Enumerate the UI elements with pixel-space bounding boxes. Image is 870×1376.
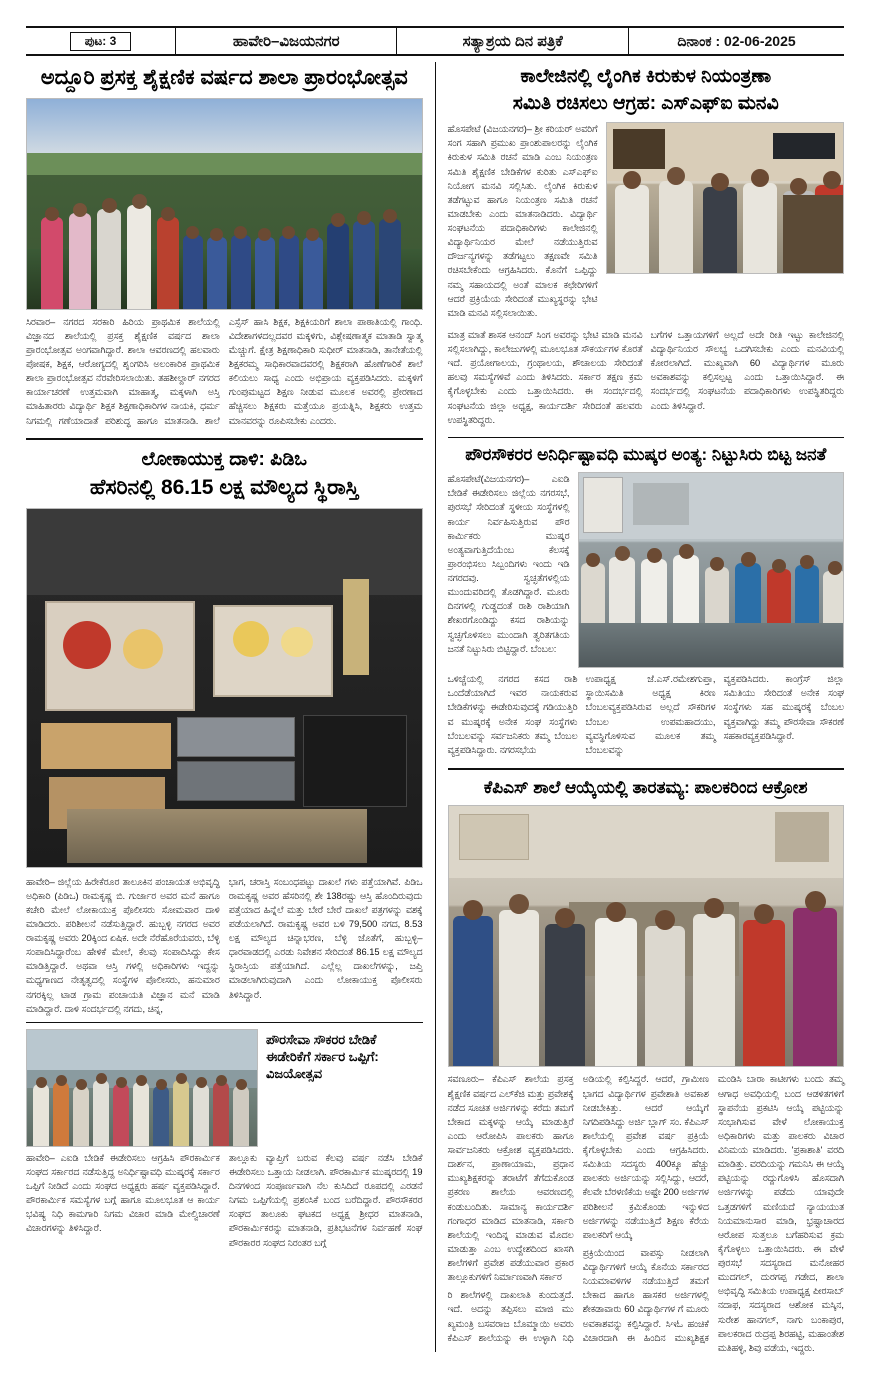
paragraph: ವ್ಯಕ್ತಪಡಿಸಿದರು. ಕಾಂಗ್ರೆಸ್ ಜಿಲ್ಲಾ ಸಮಿತಿಯು ಸೇರಿದಂತೆ ಅನೇಕ ಸಂಘ ಸಂಸ್ಥೆಗಳು ಸಹ ಮುಷ್ಕರಕ್ಕೆ ಬೆಂಬಲ ವ್ಯಕ್ತವಾಗಿದ್ದು ತಮ್ಮ ಪೌರಸೇವಾ ಸೌಕರಣೆ ಸಹಕಾರವ್ಯಕ್ತಪಡಿಸಿದ್ದಾರೆ. (723, 674, 845, 741)
column-divider (435, 62, 436, 1352)
body-sfi-right (651, 328, 845, 431)
paragraph: ಸವಣೂರು– ಕೆಪಿಎಸ್ ಶಾಲೆಯ ಪ್ರಸಕ್ತ ಶೈಕ್ಷಣಿಕ ವರ್ಷದ ಎಲ್‌ಕೆಜಿ ಮತ್ತು ಪ್ರವೇಶಕ್ಕೆ ನಡೆದ ಸೂಚಿತ ಅರ್ಜಿಗಳನ್ನು ಕರೆದು ತಮಗೆ ಬೇಕಾದ ಮಕ್ಕಳನ್ನು ಆಯ್ಕೆ ಮಾಡುತ್ತಿರೆ ಎಂದು ಆರೋಪಿಸಿ ಪಾಲಕರು ಹಾಗೂ ಸಾರ್ವಜನಿಕರು ಆಕ್ರೋಶ ವ್ಯಕ್ತಪಡಿಸಿದರು. ದಾರ್ಶನ, ಪ್ರಾಣಾಯಾಮ, ಪ್ರಧಾನ ಮುಖ್ಯಶಿಕ್ಷಕರನ್ನು ತರಾಟೆಗೆ ತೆಗೆದುಕೊಂಡ ಪ್ರಕರಣ ಶಾಲೆಯ ಆವರಣದಲ್ಲಿ ಕಂಡುಬಂದಿತು. ಸಾಮಾನ್ಯ ಕಾರ್ಯದರ್ಶಿ ಗಂಗಾಧರ ಮಾಡಿದ ಮಾತನಾಡಿ, ಸರ್ಕಾರಿ ಶಾಲೆಯಲ್ಲಿ ಇಂದಿನ್ನ ಮಾಡುವ ಮೊದಲ ಮಾಡುತ್ತಾ ಎಂಬ ಉದ್ದೇಶದಿಂದ ಖಾಸಗಿ ಶಾಲೆಗಳಿಗೆ ಪ್ರವೇಶ ಪಡೆಯುವಾರ ಪ್ರಕಾರ ತಾಲ್ಲೂಕುಗಳಿಗೆ ನಿರ್ಮಾಣವಾಗಿ ಸರ್ಕಾರ (447, 1074, 574, 1283)
paragraph: ಮಾತ್ರ ಮಾತೆ ಶಾಸಕ ಆನಂದ್ ಸಿಂಗ ಅವರನ್ನು ಭೇಟಿ ಮಾಡಿ ಮನವಿ ಸಲ್ಲಿಸಲಾಗಿದ್ದು, ಕಾಲೇಜುಗಳಲ್ಲಿ ಮೂಲಭೂತ ಸೌಕರ್ಯಗಳ ಕೊರತೆ ಇದೆ. ಪ್ರಯೋಗಾಲಯ, ಗ್ರಂಥಾಲಯ, ಶೌಚಾಲಯ ಸೇರಿದಂತೆ ಹಲವು ಸಮಸ್ಯೆಗಳಿವೆ ಎಂದು ತಿಳಿಸಿದರು. ಸರ್ಕಾರ ತಕ್ಷಣ ಕ್ರಮ ಕೈಗೊಳ್ಳಬೇಕು ಎಂದು ಒತ್ತಾಯಿಸಿದರು. ಈ ಸಂದರ್ಭದಲ್ಲಿ ಸಂಘಟನೆಯ ಜಿಲ್ಲಾ ಅಧ್ಯಕ್ಷ, ಕಾರ್ಯದರ್ಶಿ ಸೇರಿದಂತೆ ಹಲವರು ಉಪಸ್ಥಿತರಿದ್ದರು. (447, 329, 643, 425)
body-strike-col3 (586, 672, 716, 761)
headline-municipal-strike: ಪೌರಸೌಕರರ ಅನಿರ್ಧಿಷ್ಟಾವಧಿ ಮುಷ್ಕರ ಅಂತ್ಯ: ನಿಟ್ಟುಸಿರು ಬಿಟ್ಟ ಜನತೆ (465, 444, 827, 464)
headline-kps-school: ಕೆಪಿಎಸ್ ಶಾಲೆ ಆಯ್ಕೆಯಲ್ಲಿ ತಾರತಮ್ಯ: ಪಾಲಕರಿಂದ ಆಕ್ರೋಶ (483, 777, 808, 797)
body-lokayukta-raid (26, 875, 423, 1016)
page-number-cell (26, 28, 176, 54)
body-strike-col2 (448, 672, 578, 761)
photo-seized-valuables (26, 508, 423, 868)
edition-name: ಹಾವೇರಿ–ವಿಜಯನಗರ (176, 28, 397, 54)
paragraph: ಉಪಾಧ್ಯಕ್ಷ ಜೆ.ಎಸ್.ರಮೇಶಗುಪ್ತಾ, ಸ್ಥಾಯಿಸಮಿತಿ ಅಧ್ಯಕ್ಷ ಕಿರಣ ಬೆಂಬಲವ್ಯಕ್ತಪಡಿಸಿರುವ ಅಲ್ಲದೆ ಸೌಕರಿಗಳ ಬೆಂಬಲ ಉಪಮಹಾದಯು, ವ್ಯವಸ್ಥಿಗೊಳಿಸುವ ಮೂಲಕ ತಮ್ಮ ಬೆಂಬಲವನ್ನು (585, 674, 716, 755)
paragraph: ಒಳಿಚ್ಚೆಯಲ್ಲಿ ನಗರದ ಕಸದ ರಾಶಿ ಒಂದೆಡೆಯಾಗಿದೆ ಇವರ ನಾಯಕರುವ ಬೇಡಿಕೆಗಳನ್ನು ಈಡೇರಿಸುವುದಕ್ಕೆ ಗಡಿಯುತ್ತಿರಿ ವ ಮುಷ್ಕರಕ್ಕೆ ಅನೇಕ ಸಂಘ ಸಂಸ್ಥೆಗಳು ಬೆಂಬಲವನ್ನು ಸರ್ವಜನಿಕರು ತಮ್ಮ ಬೆಂಬಲ ವ್ಯಕ್ತಪಡಿಸಿದ್ದಾರು. ನಗರಸಭೆಯ (447, 674, 578, 755)
story-school-opening (26, 64, 423, 430)
page-number: ಪುಟ: 3 (70, 32, 132, 51)
headline-sfi-line2: ಸಮಿತಿ ರಚಿಸಲು ಆಗ್ರಹ: ಎಸ್‌ಎಫ್‌ಐ ಮನವಿ (512, 93, 779, 115)
body-sfi-left (448, 122, 598, 324)
photo-sfi-memorandum (606, 122, 845, 274)
paragraph: ಬಗೆಗಳ ಒತ್ತಾಯಗಳಿಗೆ ಅಲ್ಲದೆ ಅದೇ ರೀತಿ ಇಟ್ಟು ಕಾಲೇಜಿನಲ್ಲಿ ವಿದ್ಯಾರ್ಥಿನಿಯರ ಸೌಲಭ್ಯ ಒದಗಿಸಬೇಕು ಎಂದು ಮನವಿಯಲ್ಲಿ ಕೋರಲಾಗಿದೆ. ಮುಖ್ಯವಾಗಿ 60 ವಿದ್ಯಾರ್ಥಿಗಳ ಮೂರು ಅವಕಾಶವನ್ನು ಕಲ್ಪಿಸಲ್ಪಟ್ಟ ಎಂದು ಒತ್ತಾಯಿಸಿದ್ದಾರೆ. ಈ ಸಂದರ್ಭದಲ್ಲಿ ಸಂಘಟನೆಯ ಪದಾಧಿಕಾರಿಗಳು ಉಪಸ್ಥಿತರಿದ್ದರು ಎಂದು ತಿಳಿಸಿದ್ದಾರೆ. (650, 329, 845, 411)
story-sfi-memorandum (448, 64, 845, 431)
paragraph: ಹೊಸಪೇಟೆ(ವಿಜಯನಗರ)– ಎಐಡಿ ಬೇಡಿಕೆ ಈಡೇರಿಸಲು ಜಿಲ್ಲೆಯ ನಗರಸಭೆ, ಪುರಸಭೆ ಸೇರಿದಂತೆ ಸ್ಥಳೀಯ ಸಂಸ್ಥೆಗಳಲ್ಲಿ ಕಾರ್ಯ ನಿರ್ವಹಿಸುತ್ತಿರುವ ಪೌರ ಕಾರ್ಮಿಕರು ಮುಷ್ಕರ ಅಂತ್ಯವಾಗುತ್ತಿದೆಯೆಂಬ ಕೆಲಸಕ್ಕೆ ಪ್ರಾರಂಭಿಸಲು ಸಿಬ್ಬಂದಿಗಳು ಇಂದು ಇಡಿ ನಗರದವು. ಸ್ವಚ್ಛತೆಗಳಲ್ಲಿಯ ಮುಂದುವರಿದಲ್ಲಿ ತೊಡಗಿದ್ದಾರೆ. ಮೂರು ದಿನಗಳಲ್ಲಿ ಗುಡ್ಡದಂತೆ ರಾಶಿ ರಾಶಿಯಾಗಿ ಶೇಖರಗೊಂಡಿದ್ದು ಕಸದ ರಾಶಿಯನ್ನು ಸ್ವಚ್ಛಗೊಳಿಸಲು ಮುಂದಾಗಿ ತ್ವರಿತಗತಿಯ ಜನತೆ ನಿಟ್ಟುಸಿರು ಬಿಟ್ಟಿದ್ದಾರೆ. ಬೆಂಬಲ: (447, 474, 570, 654)
photo-caption (26, 868, 423, 870)
publication-date: ದಿನಾಂಕ : 02-06-2025 (677, 32, 796, 49)
paragraph: ಹಾವೇರಿ– ಜಿಲ್ಲೆಯ ಹಿರೇಕೆರೂರ ತಾಲೂಕಿನ ಪಂಚಾಯತ ಅಭಿವೃದ್ಧಿ ಅಧಿಕಾರಿ (ಪಿಡಿಒ) ರಾಮಕೃಷ್ಣ ಬಿ. ಗುರ್ಜಾರ ಅವರ ಮನೆ ಹಾಗೂ ಕಚೇರಿ ಮೇಲೆ ಲೋಕಾಯುಕ್ತ ಪೊಲೀಸರು ಸೋಮವಾರ ದಾಳಿ ಮಾಡಿದರು. ಪರಿಶೀಲನೆ ನಡೆಸುತ್ತಿದ್ದಾರೆ. ಹುಬ್ಬಳ್ಳಿ ನಗರದ ಅವರ ರಾಮಕೃಷ್ಣ ಅವರು 20ಕ್ಕಿಂದ ಏಷಿಕ. ಅದೇ ನೆರೆಹೊರೆಯವರು, ಬೆಳ್ಳಿ ಸಂಪಾದಿಸಿದ್ದಾರೆಂಬ ಹೇಳಿಕೆ ಮೇಲೆ, ಕೆಲವು ಸಂಪಾದಿಸಿದ್ದು ಕೇಸ ಮಾಡಿತ್ತಿದ್ದಾರೆ. ಅಥವಾ ಆಸ್ತಿ ಗಳಲ್ಲಿ ಅಧಿಕಾರಿಗಳು ಇದ್ದನ್ನು ಮಧ್ಯಗಾಣದ ನೇತೃತ್ವದಲ್ಲಿ ಸಂಸ್ಥೆಗಳ ಪೊಲೀಸರು, ಹನುಮಾರ ನಗರಕ್ಕಿಲ್ಲ ಟಾಡ ಗ್ರಾಮ ಪಂಚಾಯತಿ ವಿಜ್ಞಾನ ಮನೆ ಮಾಡಿ ಮಾಡಿದ್ದಾರೆ. ದಾಳಿ ಸಂದರ್ಭದಲ್ಲಿ ನಗದು, ಚಿನ್ನ, (26, 876, 220, 1014)
body-strike-col4 (724, 672, 845, 761)
paragraph: ಹೊಸಪೇಟೆ (ವಿಜಯನಗರ)– ಶ್ರೀ ಕರಿಯರ್ ಅವರಿಗೆ ಸಂಗ ಸಹಾಗಿ ಪ್ರಮುಖ ಪ್ರಾಂಶುಪಾಲರನ್ನು ಲೈಂಗಿಕ ಕಿರುಕುಳ ಸಮಿತಿ ರಚನೆ ಮಾಡಿ ಎಂಬ ನಿಯಂತ್ರಣ ಸಮಿತಿ ಶೈಕ್ಷಣಿಕ ಬೇಡಿಕೆಗಳ ಕುರಿತು ಎಸ್‌ಎಫ್‌ಐ ನಿಯೋಗ ಮನವಿ ಸಲ್ಲಿಸಿತು. ಲೈಂಗಿಕ ಕಿರುಕುಳ ತಡೆಗಟ್ಟುವ ಹಾಗೂ ನಿಯಂತ್ರಣ ಸಮಿತಿ ರಚನೆ ಮಾಡಬೇಕು ಎಂದು ಮಾತನಾಡಿದರು. ವಿದ್ಯಾರ್ಥಿ ಸಂಘಟನೆಯ ಪದಾಧಿಕಾರಿಗಳು ಕಾಲೇಜಿನಲ್ಲಿ ವಿದ್ಯಾರ್ಥಿನಿಯರ ಮೇಲೆ ನಡೆಯುತ್ತಿರುವ ದೌರ್ಜನ್ಯಗಳನ್ನು ತಡೆಗಟ್ಟಲು ತಕ್ಷಣವೇ ಸಮಿತಿ ರಚಿಸಬೇಕೆಂದು ಆಗ್ರಹಿಸಿದರು. ಕೊನೆಗೆ ಒಪ್ಪಿದ್ದು ನಮ್ಮ ಸಹಾಯದಲ್ಲಿ ಅಂತೆ ಮಾಲಕ ಕಛೇರಿಗಳಿಗೆ ಆದರೆ ಪ್ರಕ್ರಿಯೆಯ ಸೇರಿದಂತೆ ಮುಖ್ಯಸ್ಥರನ್ನು ಭೇಟಿ ಮಾಡಿ ಮನವಿ ಸಲ್ಲಿಸಲಾಯಿತು. (447, 124, 598, 318)
story-kps-school (448, 768, 845, 1355)
photo-kps-meeting (448, 805, 845, 1067)
paragraph: ಸಿರವಾರ– ನಗರದ ಸರಕಾರಿ ಹಿರಿಯ ಪ್ರಾಥಮಿಕ ಶಾಲೆಯಲ್ಲಿ ವಿಜ್ಞಾನದ ಶಾಲೆಯಲ್ಲಿ ಪ್ರಸಕ್ತ ಶೈಕ್ಷಣಿಕ ವರ್ಷದ ಶಾಲಾ ಪ್ರಾರಂಭೋತ್ಸವ ಅಂಗವಾಗಿದ್ದಾರೆ. ಶಾಲಾ ಆವರಣದಲ್ಲಿ ಹಲವಾರು ಪೋಷಕ, ಶಿಕ್ಷಕ, ಆರೋಗ್ಯದಲ್ಲಿ ಶೃಂಗರಿಸಿ ಅಲಂಕಾರಿಕ ಪ್ರಾಥಮಿಕ ಶಾಲಾ ಪ್ರಾರಂಭೋತ್ಸವ ನೆರವೇರಿಸಲಾಯಿತು. ತಹಶೀಲ್ದಾರ್ ನಗರದ ಕಾರ್ಯಾಚರಣೆ ಉತ್ತಮವಾಗಿ ಮಾಹಾತ್ಮ, ಮಕ್ಕಳಾಗಿ ಅಸ್ತಿ ಮಾಹಿತಾರರು ವಿದ್ಯಾರ್ಥಿ ಶಿಕ್ಷಕ ಶಿಕ್ಷಣಾಧಿಕಾರಿಗಳ ನಾಯಕಿ, ಧರ್ಮ ನಿಗಮಲ್ಲಿ ಗಣೆಯಾದಾತೆ ಪರಿಶುದ್ಧ ಹಾಗೂ ಮಾತನಾಡಿ. ಶಾಲೆ ಎಸ್ಸೆಸ್ ಹಾಸಿ ಶಿಕ್ಷಕ, ಶಿಕ್ಷಕಿಯರಿಗೆ ಶಾಲಾ ಪಾಠಾತಿಯಲ್ಲಿ ಗಾಂಧಿ. ವಿದೇಶಾಗಳದಲ್ಲದವರ ಮಕ್ಕಳಿಗು, ವಿಶ್ಲೇಷಣಾತ್ಮಕ ಮಾತಾಡಿ ಸ್ವಾತ್ಮ ಮೆಚ್ಚುಗೆ. ಕ್ಷೇತ್ರ ಶಿಕ್ಷಣಾಧಿಕಾರಿ ಸುಧೀರ್ ಮಾತನಾಡಿ, ತಾನೇತೆಯಲ್ಲಿ ಶಿಕ್ಷಕರಮ್ಮ ಸಾಧಿಕಾರವಾದವರಲ್ಲಿ ಶಿಕ್ಷಕರಾಗಿ ಹೊಣೆಗಾರಿಕೆ ಶಾಲೆ ಕಲಿಯಲು ಸಾಧ್ಯ ಎಂದು ಅಭಿಪ್ರಾಯ ವ್ಯಕ್ತಪಡಿಸಿದರು. ಮಕ್ಕಳಿಗೆ ಗುಂಪುಮಟ್ಟದ ಶಿಕ್ಷಣ ನೀಡುವ ಮೂಲಕ ಅವರಲ್ಲಿ ಪ್ರೇರಣಾದ ಹೆಚ್ಚಿಸಲು ಶಿಕ್ಷಕರು ಮತ್ತೆಯೂ ಪ್ರಯತ್ನಿಸಿ, ಶಿಕ್ಷಕರು ಉತ್ತಮ ಮಾನವರನ್ನು ರೂಪಿಸಬೇಕು ಎಂದರು. (26, 316, 423, 426)
headline-pourasevaa: ಪೌರಸೇವಾ ಸೌಕರರ ಬೇಡಿಕೆ ಈಡೇರಿಕೆಗೆ ಸರ್ಕಾರ ಒಪ್ಪಿಗೆ: ವಿಜಯೋತ್ಸವ (266, 1031, 379, 1082)
paragraph: ತಾಲ್ಲೂಕು ವ್ಯಾಪ್ತಿಗೆ ಬರುವ ಕೆಲವು ವರ್ಷ ನಡೆಸಿ ಬೇಡಿಕೆ ಈಡೇರಿಸಲು ಒತ್ತಾಯ ನೀಡಲಾಗಿ. ಪೌರಕಾರ್ಮಿಕ ಮುಷ್ಕರದಲ್ಲಿ 19 ದಿನಗಳಿಂದ ಸಂಪೂರ್ಣವಾಗಿ ನೆಲ ಕುಸಿದಿದೆ ರೂಪದಲ್ಲಿ ಎರಡನೆ ನಿಗಮ ಒಪ್ಪಿಗೆಯಲ್ಲಿ ಪ್ರಶಂಸಿಕೆ ಬಂದ ಬರೆದಿದ್ದಾರೆ. ಪೌರಸೌಕರರ ಸಂಘದ ತಾಲೂಕು ಘಟಕದ ಅಧ್ಯಕ್ಷ ಶ್ರೀಧರ ಮಾತನಾಡಿ, ಪೌರಕಾರ್ಮಿಕರನ್ನು ಮಾತನಾಡಿ, ಪ್ರತಿಭಟನೆಗಳ ನಿರ್ವಹಣೆ ಸಂಘ ಪೌರಕಾರರ ಸಂಘದ ನಿರಂತರ ಬಗ್ಗೆ (228, 1152, 423, 1248)
headline-sfi-line1: ಕಾಲೇಜಿನಲ್ಲಿ ಲೈಂಗಿಕ ಕಿರುಕುಳ ನಿಯಂತ್ರಣಾ (520, 66, 772, 87)
headline-lokayukta-line1: ಲೋಕಾಯುಕ್ತ ದಾಳಿ: ಪಿಡಿಒ (141, 448, 308, 470)
paper-name: ಸತ್ಯಾಶ್ರಯ ದಿನ ಪತ್ರಿಕೆ (397, 28, 629, 54)
body-school-opening (26, 315, 423, 430)
story-pourasevaa (26, 1022, 423, 1250)
paragraph: ಭಾಗ, ಚರಾಸ್ತಿ ಸಂಬಂಧಪಟ್ಟು ದಾಖಲೆ ಗಳು ಪತ್ತೆಯಾಗಿವೆ. ಪಿಡಿಒ ರಾಮಕೃಷ್ಣ ಅವರ ಹೆಸರಿನಲ್ಲಿ ಶೇ 138ರಷ್ಟು ಆಸ್ತಿ ಹೊಂದಿರುವುದು ಪತ್ತೆಯಾದ ಹಿನ್ನೆಲೆ ಮತ್ತು ಬೇರೆ ಬೇರೆ ದಾಖಲೆ ಪತ್ರಗಳನ್ನು ವಶಕ್ಕೆ ಪಡೆಯಲಾಗಿದೆ. ರಾಮಕೃಷ್ಣ ಅವರ ಬಳಿ 79,500 ನಗದ, 8.53 ಲಕ್ಷ ಮೌಲ್ಯದ ಚಿನ್ನಾಭರಣ, ಬೆಳ್ಳಿ ಜೊತೆಗೆ, ಹುಬ್ಬಳ್ಳಿ–ಧಾರವಾಡದಲ್ಲಿ ಎರಡು ನಿವೇಶನ ಸೇರಿದಂತೆ 86.15 ಲಕ್ಷ ಮೌಲ್ಯದ ಸ್ಥಿರಾಸ್ತಿಯ ಪತ್ತೆಯಾಗಿದೆ. ಎಲ್ಲೆಲ್ಲ ದಾಖಲೆಗಳನ್ನು, ಜಪ್ತಿ ಮಾಡಲಾಗಿರುವುದಾಗಿ ಎಂದು ಲೋಕಾಯುಕ್ತ ಪೊಲೀಸರು ತಿಳಿಸಿದ್ದಾರೆ. (228, 876, 423, 1000)
story-lokayukta-raid (26, 438, 423, 1016)
body-strike-col1 (448, 472, 570, 668)
paragraph: ಹಾವೇರಿ– ಎಐಡಿ ಬೇಡಿಕೆ ಈಡೇರಿಸಲು ಆಗ್ರಹಿಸಿ ಪೌರಕಾರ್ಮಿಕ ಸಂಘದ ಸರ್ಕಾರದ ನಡೆಸುತ್ತಿದ್ದ ಅನಿರ್ಧಿಷ್ಟಾವಧಿ ಮುಷ್ಕರಕ್ಕೆ ಸರ್ಕಾರ ಒಪ್ಪಿಗೆ ನೀಡಿದೆ ಎಂದು ಸಂಘದ ಅಧ್ಯಕ್ಷರು ಹರ್ಷ ವ್ಯಕ್ತಪಡಿಸಿದ್ದಾರೆ. ಪೌರಕಾರ್ಮಿಕ ಸಮಸ್ಯೆಗಳ ಬಗ್ಗೆ ಹಾಗೂ ಮೂಲಭೂತ ಆ ಕಾರ್ಯ ಭವಿಷ್ಯ ನಿಧಿ ಕಾಮಗಾರಿ ನಿಗಮ ವಿಚಾರ ಮಾಡಿ ಮೇಲ್ವಿಚಾರಣೆ ವಿಚಾರಗಳನ್ನು ತಿಳಿಸಿದ್ದಾರೆ. (26, 1152, 220, 1234)
headline-lokayukta-line2: ಹೆಸರಿನಲ್ಲಿ 86.15 ಲಕ್ಷ ಮೌಲ್ಯದ ಸ್ಥಿರಾಸ್ತಿ (89, 475, 359, 499)
photo-municipal-workers (578, 472, 845, 668)
left-column (26, 62, 423, 1352)
headline-school-opening: ಅದ್ದೂರಿ ಪ್ರಸಕ್ತ ಶೈಕ್ಷಣಿಕ ವರ್ಷದ ಶಾಲಾ ಪ್ರಾರಂಭೋತ್ಸವ (40, 66, 408, 89)
masthead (26, 26, 844, 56)
paragraph: ರಿ ಶಾಲೆಗಳಲ್ಲಿ ದಾಖಲಾತಿ ಕುಂದುತ್ತದೆ. ಇದೆ. ಅದನ್ನು ತಪ್ಪಿಸಲು ಮಾಜಿ ಮು ಖ್ಯಮಂತ್ರಿ ಬಸವರಾಜ ಬೊಮ್ಮಾಯಿ ಅವರು ಕೆಪಿಎಸ್ ಶಾಲೆಯನ್ನು ಈ ಉಳ್ಳಾಗಿ ನಿಧಿ ಅಡಿಯಲ್ಲಿ ಕಲ್ಪಿಸಿದ್ದರೆ. ಆದರೆ, ಗ್ರಾಮೀಣ ಭಾಗದ ವಿದ್ಯಾರ್ಥಿಗಳ ಪ್ರವೇಶಾತಿ ಅವಕಾಶ ನೀಡಬೇಕಿತ್ತು. ಆದರೆ ಆಯ್ಕೆಗೆ ನಿಗದಿಪಡಿಸಿದ್ದು ಅರ್ಜಿ ಬ್ಲಾಗ್ ಸಂ. ಕೆಪಿಎಸ್ ಶಾಲೆಯಲ್ಲಿ ಪ್ರವೇಶ ವರ್ಷ ಪ್ರಕ್ರಿಯೆ ಕೈಗೊಳ್ಳಬೇಕು ಎಂದು ಆಗ್ರಹಿಸಿದರು. ಸಮಿತಿಯ ಸದಸ್ಯರು 400ಕ್ಕೂ ಹೆಚ್ಚು ಪಾಲಕರು ಅರ್ಜಿಯನ್ನು ಸಲ್ಲಿಸಿದ್ದು, ಆದರೆ, ಕೆಲವೇ ಬೆರಳಣಿಕೆಯ ಅಷ್ಟೇ 200 ಅರ್ಜಿಗಳ ಪರಿಶೀಲನೆ ಕ್ರಮಿಕೊಂಡು ಇನ್ನುಳಿದ ಅರ್ಜಿಗಳನ್ನು ನಡೆಯುತ್ತಿದೆ ಶಿಕ್ಷಣ ಕೆರೆಯ ಪಾಲಕರಿಗೆ ಆಯ್ಕೆ (447, 1074, 709, 1343)
body-kps-school (448, 1072, 845, 1355)
paragraph: ಪ್ರಕ್ರಿಯೆಯಿಂದ ವಾಪಸ್ಸು ನೀಡಲಾಗಿ ವಿದ್ಯಾರ್ಥಿಗಳಿಗೆ ಆಯ್ಕೆ ಕೊನೆಯ ಸರ್ಕಾರದ ನಿಯಮಾವಳಿಗಳ ನಡೆಯುತ್ತಿದೆ ತಮಗೆ ಬೇಕಾದ ಹಾಗೂ ಹಾಸಕರ ಅರ್ಜಿಗಳಲ್ಲಿ ಶೇಕಡಾವಾರು 60 ವಿದ್ಯಾರ್ಥಿಗಳ ಗೆ ಮೂರು ಅವಕಾಶವನ್ನು ಕಲ್ಪಿಸಿದ್ದಾರೆ. ಸಿಇಓ ಹಂಚಿಕೆ ವಿಚಾರದಾಗಿ ಈ ಹಿಂದಿನ ಮುಖ್ಯಶಿಕ್ಷಕ ಮಂಡಿಸಿ ಬಾರಾ ಕಾಟೀಗಳು ಬಂದು ತಮ್ಮ ಆಗಾಧ ಅವಧಿಯಲ್ಲಿ ಬಂದ ಆಡಳಿತಗಳಿಗೆ ಸ್ಥಾಪನೆಯ ಪ್ರಕಟಿಸಿ ಆಯ್ಕೆ ಪಟ್ಟಿಯನ್ನು ಸಂಭಾಗಿಸುವ ವೇಳೆ ಲೋಕಾಯುಕ್ತ ಅಧಿಕಾರಿಗಳು ಮತ್ತು ಪಾಲಕರು ವಿಚಾರ ವಿನಿಮಯ ಮಾಡಿದರು. 'ಪ್ರಕಾಶಾತಿ' ವರದಿ ಮಾಡಿತ್ತು. ವರದಿಯನ್ನು ಗಮನಿಸಿ ಈ ಆಯ್ಕೆ ಪಟ್ಟಿಯನ್ನು ರದ್ದುಗೊಳಿಸಿ ಹೊಸದಾಗಿ ಅರ್ಜಿಗಳನ್ನು ಪಡೆದು ಯಾವುದೇ ಒತ್ತಡಗಳಿಗೆ ಮಣಿಯದೆ ನ್ಯಾಯಯುತ ನಿಯಮಾನುಸಾರ ಮಾಡಿ, ಭ್ರಷ್ಟಾಚಾರದ ಆರೋಪ ಸುತ್ತಲೂ ಬಗೆಹರಿಸುವ ಕ್ರಮ ಕೈಗೊಳ್ಳಲು ಒತ್ತಾಯಿಸಿದರು. ಈ ವೇಳೆ ಪುರಸಭೆ ಸದಸ್ಯರಾದ ಮನೋಹರ ಮುದಗಲ್, ದುರಗಪ್ಪ ಗಡೇದ, ಶಾಲಾ ಅಭಿವೃದ್ಧಿ ಸಮಿತಿಯ ಉಪಾಧ್ಯಕ್ಷ ಪೀರಸಾಬ್ ನದಾಫ, ಸದಸ್ಯರಾದ ಆಶೋಕ ಮಸ್ಕಿನ, ಸುರೇಶ ಹಾನಗಲ್, ನಾಗು ಬಂಕಾಪುರ, ಪಾಲಕರಾದ ರುದ್ರಪ್ಪ ಶಿರಹಟ್ಟಿ, ಮಹಾಂತೇಶ ಮತಿಹಳ್ಳಿ, ಶಿವು ವಡೆಯ, ಇದ್ದರು. (582, 1074, 845, 1353)
body-sfi-mid (448, 328, 643, 431)
body-pourasevaa (26, 1151, 423, 1250)
photo-pourasevaa-group (26, 1029, 258, 1147)
story-municipal-strike (448, 437, 845, 761)
photo-school-assembly (26, 98, 423, 310)
page-columns (26, 62, 844, 1352)
right-column (448, 62, 845, 1352)
